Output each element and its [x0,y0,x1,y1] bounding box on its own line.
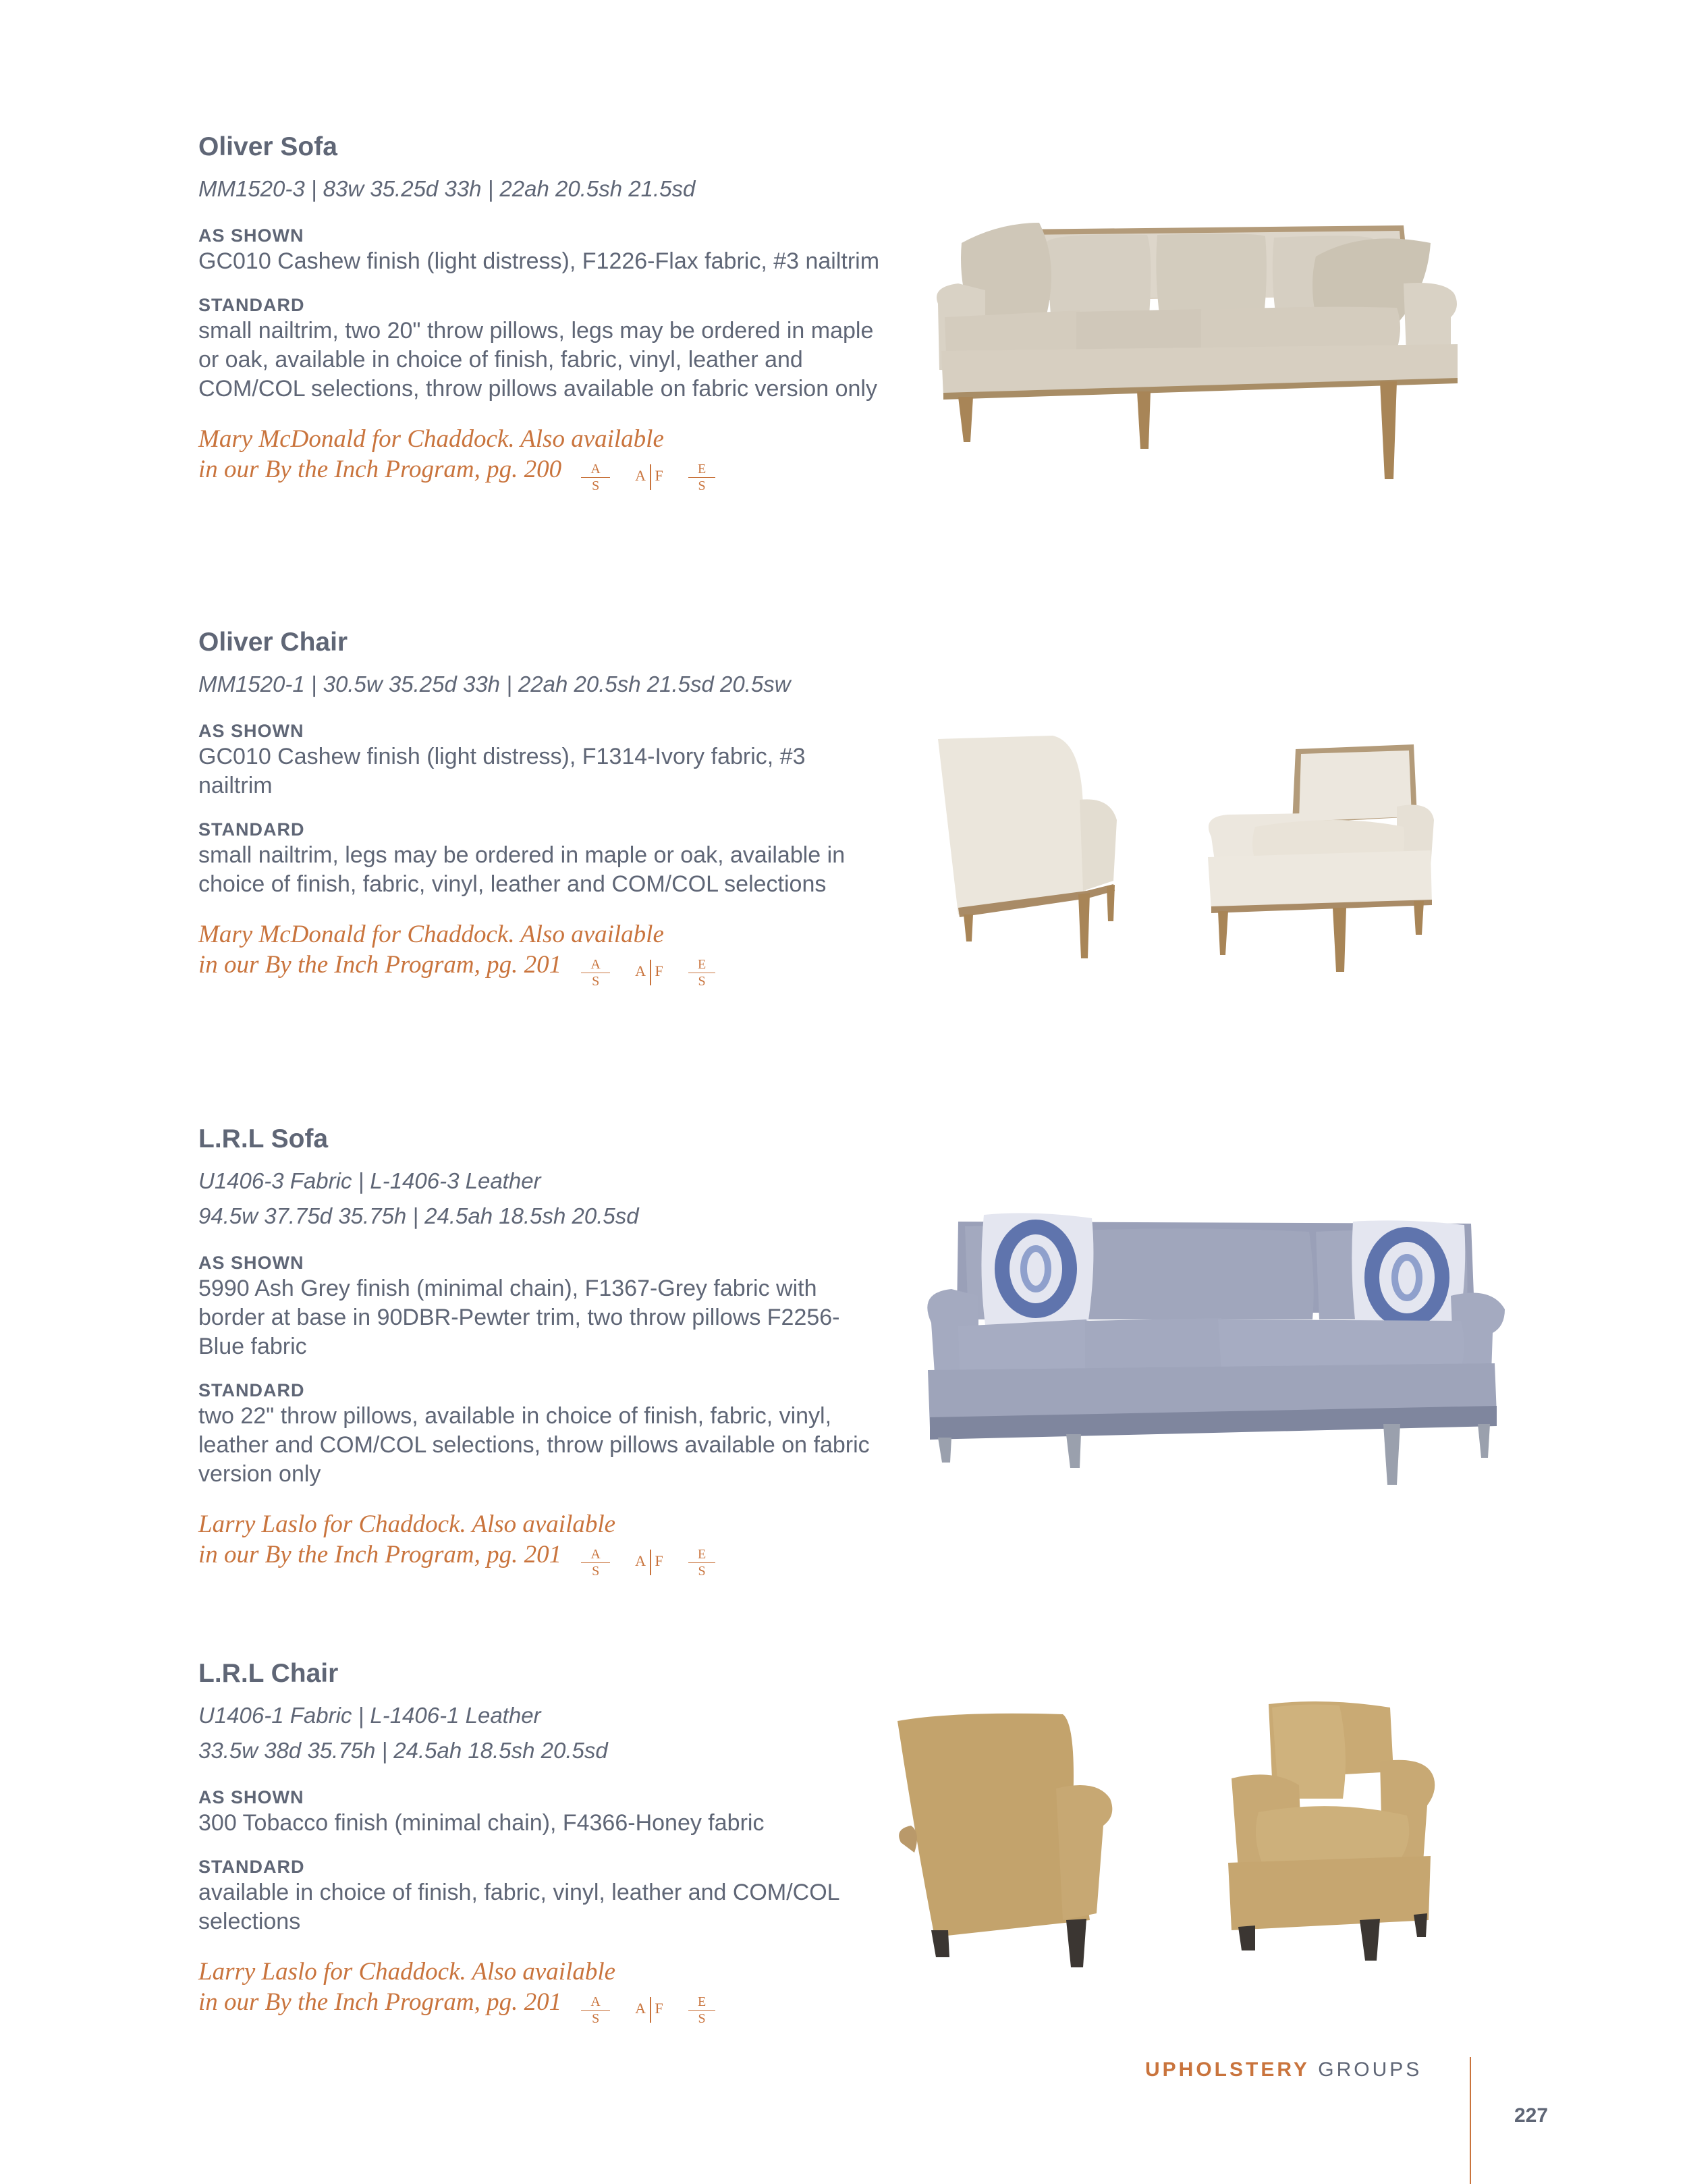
credit-line-1: Mary McDonald for Chaddock. Also available [198,425,664,453]
standard-text: available in choice of finish, fabric, vinyl, leather and COM/COL selections [198,1880,839,1934]
lrl-chair-photo-icon [894,1697,1501,1974]
as-mark-icon: $\frac{A}{S}$ [581,1994,609,2027]
credit-line-1: Mary McDonald for Chaddock. Also available [198,921,664,948]
standard-label: STANDARD [198,1857,305,1877]
program-marks [581,460,734,494]
as-mark-icon: $\frac{A}{S}$ [581,461,609,494]
product-spec: MM1520-1 | 30.5w 35.25d 33h | 22ah 20.5sh 21.5sd 20.5sw [198,672,791,697]
standard-text: small nailtrim, two 20" throw pillows, legs may be ordered in maple or oak, available in choice of finish, fabric, vinyl, leather and COM/COL selections, throw pillows available on fabric version only [198,318,877,402]
product-spec-dimensions: 33.5w 38d 35.75h | 24.5ah 18.5sh 20.5sd [198,1738,608,1763]
es-mark-icon: $\frac{E}{S}$ [688,461,715,494]
af-mark-icon: A F [635,1997,663,2023]
product-title: L.R.L Chair [198,1659,339,1688]
credit-line-2-text: in our By the Inch Program, pg. 201 [198,1988,562,2016]
lrl-sofa-photo-icon [911,1211,1505,1495]
standard-label: STANDARD [198,819,305,840]
es-mark-icon: $\frac{E}{S}$ [688,1546,715,1579]
section-footer [1145,2058,1422,2081]
as-mark-icon: $\frac{A}{S}$ [581,956,609,989]
oliver-chair-photo-icon [931,732,1498,979]
designer-credit [198,1957,914,2026]
designer-credit [198,424,914,493]
product-oliver-chair [198,626,914,989]
page-number: 227 [1514,2104,1549,2127]
es-mark-icon: $\frac{E}{S}$ [688,1994,715,2027]
standard-text: two 22" throw pillows, available in choice of finish, fabric, vinyl, leather and COM/COL selections, throw pillows available on fabric version only [198,1403,870,1487]
footer-accent: UPHOLSTERY [1145,2058,1310,2081]
af-mark-icon: A F [635,960,663,985]
designer-credit [198,1509,914,1579]
credit-line-2 [198,1987,914,2026]
product-lrl-sofa [198,1123,914,1579]
designer-credit [198,919,914,989]
product-spec: U1406-1 Fabric | L-1406-1 Leather [198,1703,541,1728]
as-shown-label: AS SHOWN [198,1787,304,1807]
credit-line-2-text: in our By the Inch Program, pg. 201 [198,951,562,979]
credit-line-1: Larry Laslo for Chaddock. Also available [198,1510,616,1538]
pillow-right [1352,1220,1465,1334]
credit-line-2-text: in our By the Inch Program, pg. 200 [198,456,562,483]
pillow-left [981,1213,1093,1328]
as-mark-icon: $\frac{A}{S}$ [581,1546,609,1579]
af-mark-icon: A F [635,464,663,490]
product-spec: MM1520-3 | 83w 35.25d 33h | 22ah 20.5sh 21.5sd [198,176,696,201]
standard-label: STANDARD [198,295,305,315]
footer-rest: GROUPS [1309,2058,1422,2081]
product-spec-dimensions: 94.5w 37.75d 35.75h | 24.5ah 18.5sh 20.5sd [198,1203,639,1228]
as-shown-text: GC010 Cashew finish (light distress), F1314-Ivory fabric, #3 nailtrim [198,744,806,798]
standard-label: STANDARD [198,1380,305,1400]
product-spec: U1406-3 Fabric | L-1406-3 Leather [198,1168,541,1193]
program-marks [581,1993,734,2027]
af-mark-icon: A F [635,1550,663,1575]
credit-line-2 [198,454,914,493]
es-mark-icon: $\frac{E}{S}$ [688,956,715,989]
credit-line-1: Larry Laslo for Chaddock. Also available [198,1958,616,1986]
program-marks [581,956,734,989]
as-shown-label: AS SHOWN [198,721,304,741]
product-oliver-sofa [198,131,914,493]
as-shown-text: GC010 Cashew finish (light distress), F1226-Flax fabric, #3 nailtrim [198,248,880,274]
oliver-sofa-photo-icon [931,216,1498,493]
credit-line-2 [198,1539,914,1579]
product-title: Oliver Chair [198,628,348,657]
product-title: L.R.L Sofa [198,1124,329,1153]
product-title: Oliver Sofa [198,132,337,161]
program-marks [581,1546,734,1579]
as-shown-label: AS SHOWN [198,1253,304,1273]
standard-text: small nailtrim, legs may be ordered in maple or oak, available in choice of finish, fabric, vinyl, leather and COM/COL selections [198,842,846,897]
as-shown-label: AS SHOWN [198,225,304,246]
credit-line-2-text: in our By the Inch Program, pg. 201 [198,1541,562,1568]
footer-divider [1470,2057,1471,2184]
credit-line-2 [198,950,914,989]
product-lrl-chair [198,1658,914,2026]
as-shown-text: 5990 Ash Grey finish (minimal chain), F1367-Grey fabric with border at base in 90DBR-Pewter trim, two throw pillows F2256-Blue fabric [198,1276,840,1359]
as-shown-text: 300 Tobacco finish (minimal chain), F4366-Honey fabric [198,1810,765,1836]
